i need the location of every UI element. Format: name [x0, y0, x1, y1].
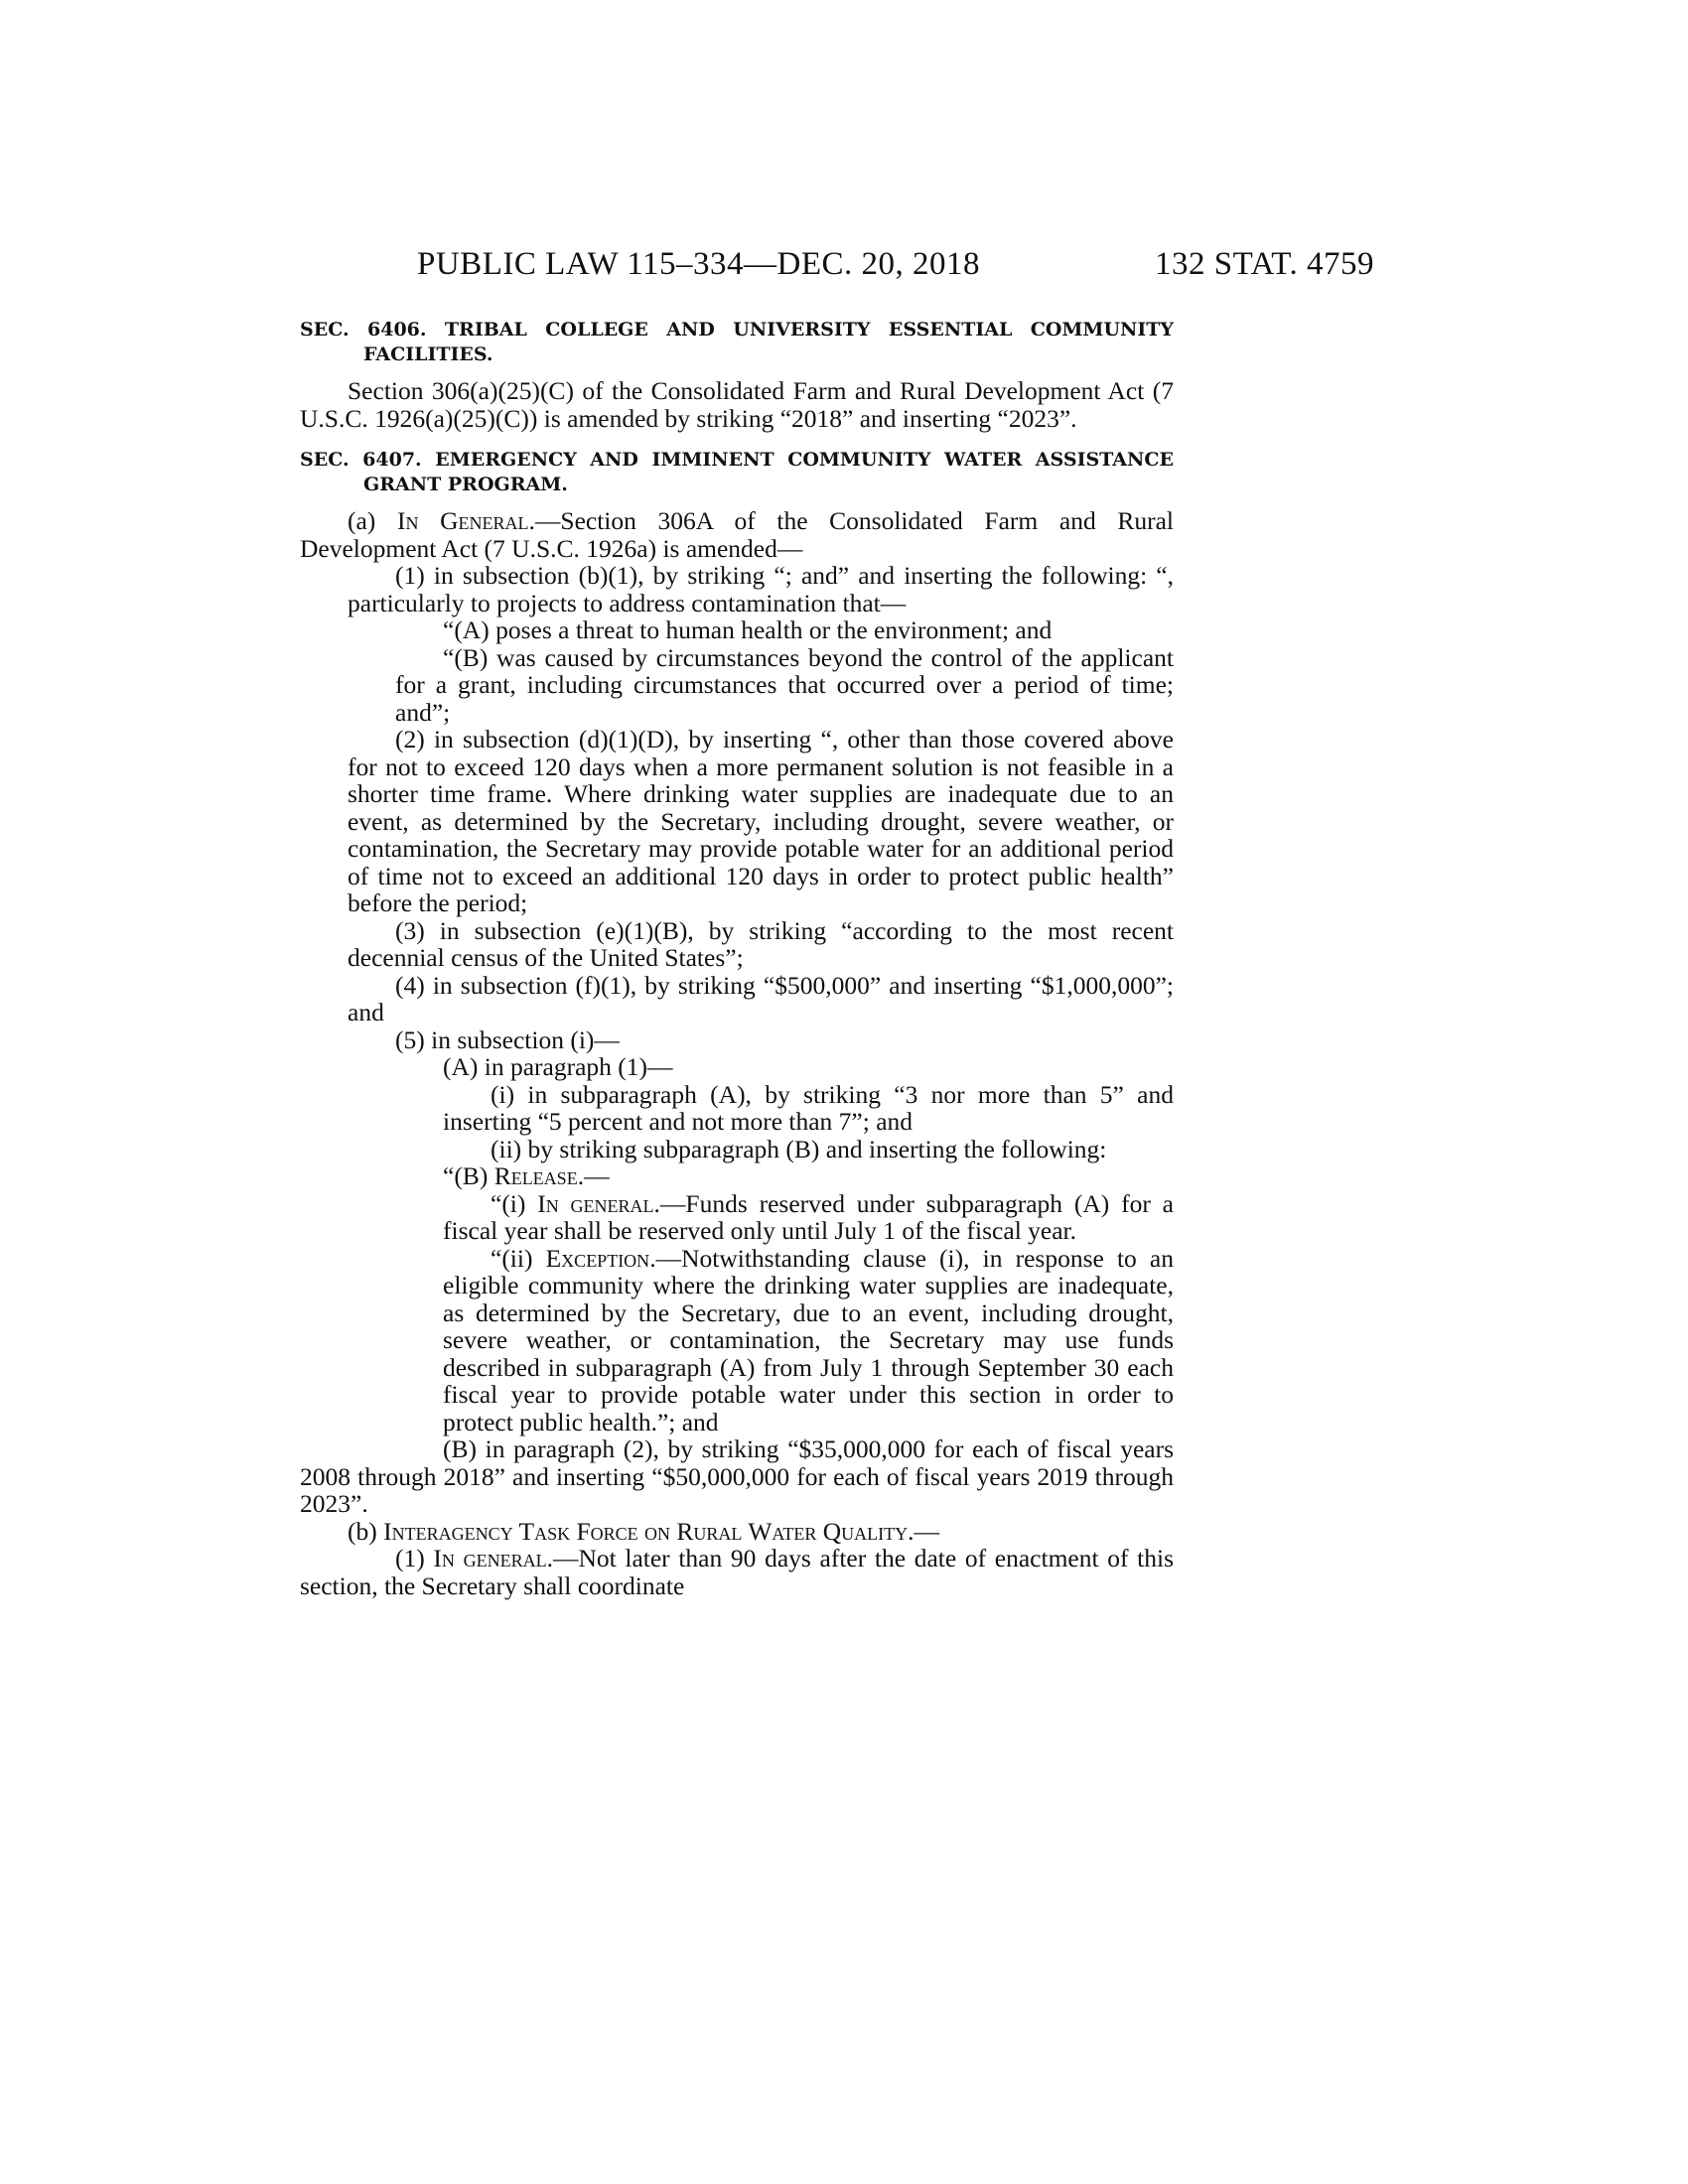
clause-5-A-ii: (ii) by striking subparagraph (B) and inserting the following:	[491, 1134, 1107, 1163]
subsection-a-label: (a)	[348, 506, 397, 535]
release-clause-i-caption: In general	[537, 1188, 654, 1218]
release-clause-ii-text: .—Notwithstanding clause (i), in response to an eligible community where the drinking water supplies are inadequate, as determined by the Secretary, due to an event, including drought, severe weather, or contamination, the Secretary may use funds described in subparagraph (A) from July 1 through September 30 each fiscal year to provide potable water under this section in order to protect public health.”; and	[443, 1243, 1174, 1436]
subsection-b-caption: Interagency Task Force on Rural Water Quality	[383, 1516, 909, 1546]
section-6406-heading: SEC. 6406. TRIBAL COLLEGE AND UNIVERSITY ESSENTIAL COMMUNITY FACILITIES.	[300, 319, 1174, 365]
subsection-b-paragraph-1	[300, 1545, 1174, 1599]
paragraph-1-A: “(A) poses a threat to human health or the environment; and	[443, 615, 1053, 644]
subsection-b	[300, 1518, 1174, 1546]
release-clause-ii-caption: Exception	[545, 1243, 650, 1273]
paragraph-1-B: “(B) was caused by circumstances beyond the control of the applicant for a grant, including circumstances that occurred over a period of time; and”;	[395, 642, 1174, 727]
paragraph-5-A: (A) in paragraph (1)—	[443, 1052, 673, 1081]
paragraph-2: (2) in subsection (d)(1)(D), by inserting “, other than those covered above for not to exceed 120 days when a more permanent solution is not feasible in a shorter time frame. Where drinking water supplies are inadequate due to an event, as determined by the Secretary, including drought, severe weather, or contamination, the Secretary may provide potable water for an additional period of time not to exceed an additional 120 days in order to protect public health” before the period;	[348, 725, 1174, 917]
b1-label: (1)	[395, 1544, 434, 1572]
release-clause-ii-label: “(ii)	[491, 1243, 546, 1273]
section-6406-text: Section 306(a)(25)(C) of the Consolidated Farm and Rural Development Act (7 U.S.C. 1926(a)(25)(C)) is amended by striking “2018” and inserting “2023”.	[300, 376, 1174, 433]
release-clause-i-text: .—Funds reserved under subparagraph (A) for a fiscal year shall be reserved only until July 1 of the fiscal year.	[443, 1188, 1174, 1245]
subsection-b-label: (b)	[348, 1516, 384, 1546]
subsection-a	[300, 507, 1174, 562]
release-clause-ii	[300, 1245, 1174, 1436]
section-6407-heading: SEC. 6407. EMERGENCY AND IMMINENT COMMUNITY WATER ASSISTANCE GRANT PROGRAM.	[300, 449, 1174, 495]
b1-text: .—Not later than 90 days after the date of enactment of this section, the Secretary shall coordinate	[300, 1544, 1175, 1600]
clause-5-A-i: (i) in subparagraph (A), by striking “3 nor more than 5” and inserting “5 percent and not more than 7”; and	[443, 1079, 1174, 1136]
subsection-b-dash: .—	[908, 1516, 940, 1546]
paragraph-4: (4) in subsection (f)(1), by striking “$500,000” and inserting “$1,000,000”; and	[348, 970, 1174, 1026]
statute-page-number: 132 STAT. 4759	[1154, 246, 1374, 282]
running-header	[417, 246, 1374, 286]
b1-caption: In general	[433, 1544, 547, 1572]
release-clause-i-label: “(i)	[491, 1188, 538, 1218]
release-label: “(B)	[443, 1161, 494, 1190]
release-caption: Release	[493, 1161, 578, 1190]
paragraph-3: (3) in subsection (e)(1)(B), by striking “according to the most recent decennial census of the United States”;	[348, 915, 1174, 972]
public-law-citation: PUBLIC LAW 115–334—DEC. 20, 2018	[417, 246, 981, 282]
subsection-a-caption: In General	[396, 506, 529, 535]
paragraph-5: (5) in subsection (i)—	[395, 1024, 620, 1054]
document-body	[300, 318, 1174, 1599]
subsection-a-text: .—Section 306A of the Consolidated Farm and Rural Development Act (7 U.S.C. 1926a) is amended—	[300, 506, 1174, 563]
release-dash: .—	[577, 1161, 610, 1190]
release-heading	[300, 1162, 1174, 1190]
release-clause-i	[300, 1190, 1174, 1245]
paragraph-1: (1) in subsection (b)(1), by striking “; and” and inserting the following: “, particularly to projects to address contamination that—	[348, 561, 1174, 617]
paragraph-5-B: (B) in paragraph (2), by striking “$35,000,000 for each of fiscal years 2008 through 2018” and inserting “$50,000,000 for each of fiscal years 2019 through 2023”.	[300, 1434, 1174, 1518]
